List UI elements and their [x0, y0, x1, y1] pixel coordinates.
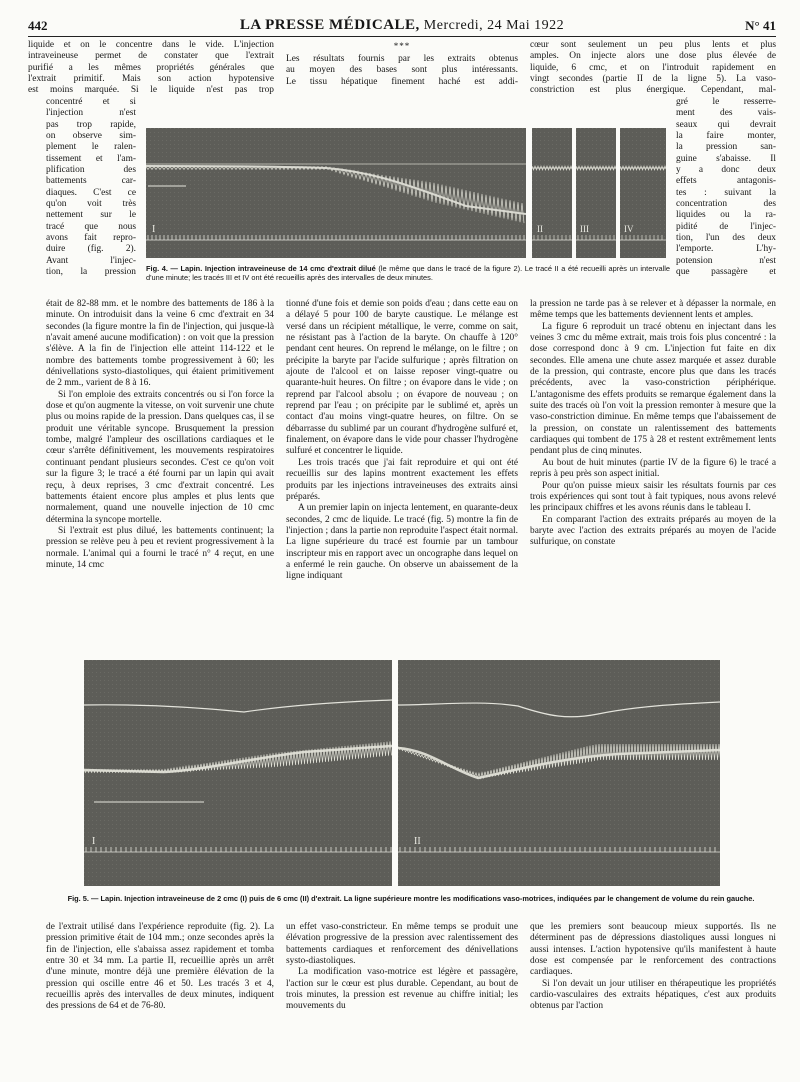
top-col1-narrow-line: on observe sim-: [46, 131, 136, 142]
top-col1-narrow-line: qu'on voit très: [46, 199, 136, 210]
top-col1-narrow-line: duire (fig. 2).: [46, 244, 136, 255]
middle-column-3: [530, 299, 776, 549]
middle-col3-paragraph: la pression ne tarde pas à se relever et à dépasser la normale, en même temps que les battements deviennent lents et amples.: [530, 299, 776, 321]
top-col1-line: liquide et on le concentre dans le vide. L'injection: [28, 40, 274, 50]
top-col3-narrow-line: ment des vais-: [676, 108, 776, 119]
top-col2-line: Le tissu hépatique finement haché est addi-: [286, 76, 518, 87]
top-col3-narrow-line: liquides ou la ra-: [676, 210, 776, 221]
middle-col3-paragraph: La figure 6 reproduit un tracé obtenu en injectant dans les veines 3 cmc du même extrait, mais trois fois plus concentré : la dose correspond donc à 9 cm. L'injection fut faite en dix secondes. Elle amena une chute assez marquée et assez durable de la pression, qui contraste, encore plus que dans les tracés précédents, avec la vaso-constriction périphérique. L'antagonisme des effets produits se remarque également dans la suite des tracés où l'on voit la pression remonter à mesure que la vaso-constriction diminue. En même temps que l'abaissement de la pression, on constate un ralentissement des battements cardiaques qui tombent de 175 à 28 et restent extrêmement lents pendant plus de cinq minutes.: [530, 321, 776, 457]
issue-date: Mercredi, 24 Mai 1922: [423, 18, 565, 33]
top-col3-line: liquide, 6 cmc, et on l'introduit rapidement en: [530, 62, 776, 73]
journal-title: LA PRESSE MÉDICALE,: [239, 17, 420, 33]
top-col3-narrow-line: pidité de l'injec-: [676, 221, 776, 232]
fig5-trace-1-graphic: [84, 660, 392, 886]
middle-column-1: [46, 299, 274, 571]
fig5-trace-1: [84, 660, 392, 886]
top-col3-narrow-line: concentration des: [676, 199, 776, 210]
top-column-2: [286, 40, 518, 88]
top-col1-narrow-line: avons fait repro-: [46, 233, 136, 244]
top-col1-narrow-line: tion, la pression: [46, 267, 136, 278]
fig4-caption-rest: (le même que dans le tracé de la figure 2). Le tracé II a été recueilli après un intervalle d'une minute; les tracés III et IV ont été recueillis après des intervalles de deux minutes.: [146, 264, 670, 282]
bottom-col2-paragraph-2: La modification vaso-motrice est légère et passagère, l'action sur le cœur est plus durable. Cependant, au bout de trois minutes, la pression est revenue au chiffre initial; les mouvements du: [286, 967, 518, 1012]
middle-column-2: [286, 299, 518, 583]
top-col1-narrow-line: tissement et l'am-: [46, 153, 136, 164]
fig5-label-1: I: [92, 836, 96, 847]
middle-col3-paragraph: En comparant l'action des extraits préparés au moyen de la baryte avec l'action des extraits préparés au moyen de l'acide sulfurique, on constate: [530, 514, 776, 548]
top-col3-narrow-line: gré le resserre-: [676, 97, 776, 107]
top-col3-narrow-line: potension n'est: [676, 255, 776, 266]
top-col1-narrow-line: pas trop rapide,: [46, 119, 136, 130]
fig4-label-4: IV: [624, 224, 634, 234]
issue-number: N° 41: [745, 18, 776, 33]
top-col1-narrow-line: plification des: [46, 165, 136, 176]
bottom-column-2: [286, 922, 518, 1013]
bottom-col2-paragraph-1: un effet vaso-constricteur. En même temps se produit une élévation progressive de la pression avec ralentissement des battements cardiaques et renforcement des dénivellations systo-diastoliques.: [286, 922, 518, 967]
top-col3-line: constriction est plus énergique. Cependant, mal-: [530, 85, 776, 96]
top-col1-narrow-line: Avant l'injec-: [46, 255, 136, 266]
top-col3-narrow-line: l'emporte. L'hy-: [676, 244, 776, 255]
top-col1-narrow-line: diaques. C'est ce: [46, 187, 136, 198]
top-col1-narrow-line: nettement sur le: [46, 210, 136, 221]
section-separator: ***: [393, 41, 411, 51]
middle-col1-paragraph: Si l'extrait est plus dilué, les battements continuent; la pression se relève peu à peu et revient progressivement à la normale. L'animal qui a fourni le tracé n° 4 reçut, en une minute, 14 cmc: [46, 525, 274, 570]
bottom-col3-paragraph-1: que les premiers sont beaucoup mieux supportés. Ils ne déterminent pas de dépressions diastoliques aussi longues ni aussi intenses. L'action hypotensive qu'ils manifestent à haute dose est compensée par le renforcement des contractions cardiaques.: [530, 922, 776, 978]
top-col1-narrow-line: tracé que nous: [46, 221, 136, 232]
top-column-1: [28, 40, 274, 97]
top-col3-narrow-line: guine s'abaisse. Il: [676, 153, 776, 164]
fig5-caption: [46, 894, 776, 903]
middle-col2-paragraph: Les trois tracés que j'ai fait reproduire et qui ont été recueillis sur des lapins montrent exactement les effets produits par les injections intraveineuses des extraits ainsi préparés.: [286, 457, 518, 502]
fig4-label-1: I: [152, 224, 156, 235]
fig5-trace-2: [398, 660, 720, 886]
middle-col2-paragraph: A un premier lapin on injecta lentement, en quarante-deux secondes, 2 cmc de liquide. Le tracé (fig. 5) montre la fin de l'injection ; dans la partie non reproduite l'aspect était normal. La ligne supérieure du tracé est fournie par un tambour inscripteur mis en rapport avec un oncographe dans lequel on a enfermé le rein gauche. On observe un abaissement de la ligne indiquant: [286, 503, 518, 582]
top-col3-narrow-line: effets antagonis-: [676, 176, 776, 187]
header-rule: [28, 36, 776, 37]
fig4-trace-3: [576, 128, 616, 258]
top-col3-narrow-line: y a donc deux: [676, 165, 776, 176]
top-col3-narrow-line: seaux qui devrait: [676, 119, 776, 130]
fig4-caption: [146, 264, 670, 282]
bottom-column-3: [530, 922, 776, 1013]
fig4-label-3: III: [580, 224, 589, 234]
fig4-caption-bold: Fig. 4. — Lapin. Injection intraveineuse de 14 cmc d'extrait dilué: [146, 264, 376, 273]
fig4-trace-2: [532, 128, 572, 258]
bottom-col1-paragraph: de l'extrait utilisé dans l'expérience reproduite (fig. 2). La pression primitive était de 104 mm.; onze secondes après la fin de l'injection, elle s'abaissa assez rapidement et tomba entre 30 et 34 mm. La partie II, recueillie après un arrêt d'une minute, montre déjà une première élévation de la pression qui oscille entre 46 et 50. Les tracés 3 et 4, recueillis après des intervalles de deux minutes, indiquent des pressions de 64 et de 76-80.: [46, 922, 274, 1012]
top-col3-narrow-line: que passagère et: [676, 267, 776, 278]
top-col2-line: Les résultats fournis par les extraits obtenus: [286, 54, 518, 64]
top-col2-line: au moyen des bases sont plus intéressants.: [286, 65, 518, 76]
top-column-3: [530, 40, 776, 97]
top-col3-narrow-line: la pression san-: [676, 142, 776, 153]
top-col1-narrow-line: concentré et si: [46, 97, 136, 107]
top-col1-line: purifié a les mêmes propriétés générales que: [28, 62, 274, 73]
page-number: 442: [28, 18, 48, 33]
top-column-1-narrow: [46, 97, 136, 279]
top-col1-narrow-line: plement le ralen-: [46, 142, 136, 153]
middle-col2-paragraph: tionné d'une fois et demie son poids d'eau ; dans cette eau on a délayé 5 pour 100 de baryte caustique. Le mélange est versé dans un récipient métallique, le verre, comme on sait, ne résistant pas à l'action de la baryte. On chauffe à 120° pendant cent heures. On reprend le mélange, on le filtre ; on précipite la baryte par l'acide sulfurique ; après filtration on ajoute de l'alcool et on laisse reposer vingt-quatre ou quarante-huit heures. On filtre ; on évapore dans le vide ; on reprend par l'alcool absolu ; on évapore de nouveau ; on reprend par l'eau ; on précipite par le sublimé et, après un contact d'au moins vingt-quatre heures, on filtre. On se débarrasse du sublimé par un courant d'hydrogène sulfuré et, finalement, on évapore dans le vide pour chasser l'hydrogène sulfuré et concentrer le liquide.: [286, 299, 518, 457]
top-col3-line: vingt secondes (partie II de la ligne 5). La vaso-: [530, 74, 776, 85]
top-col1-narrow-line: l'injection n'est: [46, 108, 136, 119]
top-col3-narrow-line: tes : suivant la: [676, 187, 776, 198]
middle-col3-paragraph: Pour qu'on puisse mieux saisir les résultats fournis par ces trois expériences qui sont tout à fait typiques, nous avons relevé les principaux chiffres et les avons réunis dans le tableau I.: [530, 480, 776, 514]
middle-col1-paragraph: était de 82-88 mm. et le nombre des battements de 186 à la minute. On introduisit dans la veine 6 cmc d'extrait en 34 secondes (la figure montre la fin de l'injection, qui jusque-là n'avait amené aucune modification) : on voit que la pression s'élève. A la fin de l'injection elle atteint 114-122 et le nombre des battements tombe progressivement à 60; les dénivellations systo-diastoliques, qui étaient primitivement de 2 mm., varient de 8 à 16.: [46, 299, 274, 389]
bottom-col3-paragraph-2: Si l'on devait un jour utiliser en thérapeutique les propriétés cardio-vasculaires des extraits hépatiques, c'est aux produits obtenus par l'action: [530, 978, 776, 1012]
top-col1-narrow-line: battements car-: [46, 176, 136, 187]
top-col3-line: amples. On injecte alors une dose plus élevée de: [530, 51, 776, 62]
top-col1-line: est moins marquée. Si le liquide n'est pas trop: [28, 85, 274, 96]
middle-col3-paragraph: Au bout de huit minutes (partie IV de la figure 6) le tracé a repris à peu près son aspect initial.: [530, 457, 776, 480]
top-col1-line: intraveineuse permet de constater que l'extrait: [28, 51, 274, 62]
fig5-label-2: II: [414, 836, 421, 847]
fig4-trace-1-graphic: [146, 128, 526, 258]
journal-title-line: [28, 17, 776, 34]
middle-col1-paragraph: Si l'on emploie des extraits concentrés ou si l'on force la dose et qu'on augmente la vitesse, on voit survenir une chute plus ou moins rapide de la pression. Dans quelques cas, il se produit une véritable syncope. Brusquement la pression tombe, malgré l'ampleur des oscillations cardiaques et le cœur s'arrête définitivement, les mouvements respiratoires continuant pendant plusieurs secondes. C'est ce qu'on voit sur la figure 3; le tracé a été fourni par un lapin qui avait reçu, à deux reprises, 3 cmc d'extrait concentré. Les battements étaient encore plus amples et plus lents que normalement, quand une nouvelle injection de 10 cmc détermina la syncope mortelle.: [46, 389, 274, 525]
top-col3-narrow-line: tion, l'un des deux: [676, 233, 776, 244]
top-col1-line: l'extrait primitif. Mais son action hypotensive: [28, 74, 274, 85]
fig4-label-2: II: [537, 224, 543, 234]
top-column-3-narrow: [676, 97, 776, 279]
top-col3-line: cœur sont seulement un peu plus lents et plus: [530, 40, 776, 50]
top-col3-narrow-line: la faire monter,: [676, 131, 776, 142]
bottom-column-1: [46, 922, 274, 1013]
fig5-caption-bold: Fig. 5. — Lapin. Injection intraveineuse de 2 cmc (I) puis de 6 cmc (II) d'extrait. La ligne supérieure montre les modifications vaso-motrices, indiquées par le changement de volume du rein gauche.: [67, 894, 755, 903]
fig4-trace-4: [620, 128, 666, 258]
fig4-trace-1: [146, 128, 526, 258]
fig5-trace-2-graphic: [398, 660, 720, 886]
